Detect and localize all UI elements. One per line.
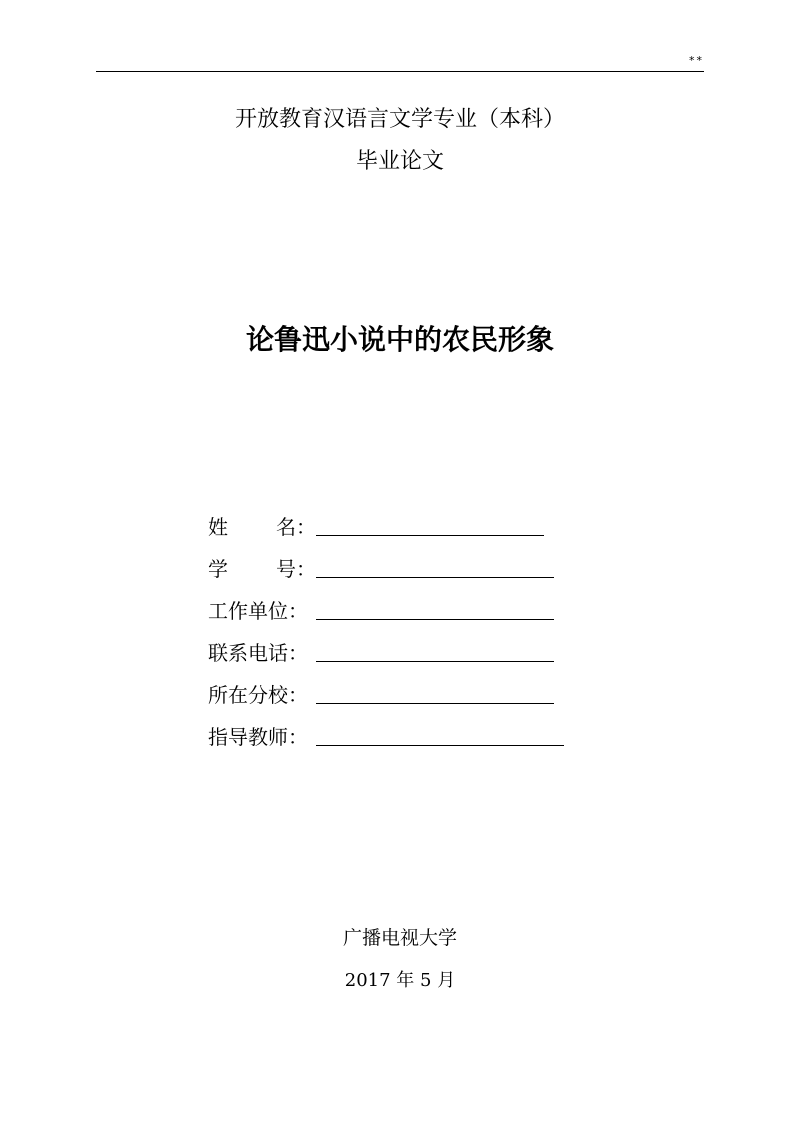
field-label-workplace (208, 596, 316, 626)
field-label-part: 名： (276, 515, 316, 539)
name-field[interactable] (316, 511, 544, 536)
field-label-name (208, 512, 316, 542)
field-label-part: 姓 (208, 515, 228, 539)
field-label-part: 所在分校： (208, 683, 308, 707)
student-id-field[interactable] (316, 553, 554, 578)
field-row-name (208, 500, 564, 542)
advisor-field[interactable] (316, 721, 564, 746)
field-label-advisor (208, 722, 316, 752)
branch-field[interactable] (316, 679, 554, 704)
phone-field[interactable] (316, 637, 554, 662)
field-row-branch (208, 668, 564, 710)
university-name: 广播电视大学 (342, 927, 457, 949)
field-label-phone (208, 638, 316, 668)
field-row-workplace (208, 584, 564, 626)
field-row-advisor (208, 710, 564, 752)
field-label-student-id (208, 554, 316, 584)
field-label-part: 工作单位： (208, 599, 308, 623)
header-rule (96, 71, 704, 72)
field-label-branch (208, 680, 316, 710)
header-mark: ** (689, 54, 704, 67)
field-label-part: 指导教师： (208, 725, 308, 749)
field-label-part: 号： (276, 557, 316, 581)
program-name: 开放教育汉语言文学专业（本科） (234, 107, 565, 132)
document-type: 毕业论文 (355, 149, 444, 174)
field-label-part: 学 (208, 557, 228, 581)
field-row-student-id (208, 542, 564, 584)
submission-date: 2017 年 5 月 (344, 970, 456, 991)
info-fields (208, 500, 564, 752)
field-row-phone (208, 626, 564, 668)
field-label-part: 联系电话： (208, 641, 308, 665)
thesis-title: 论鲁迅小说中的农民形象 (245, 323, 554, 356)
workplace-field[interactable] (316, 595, 554, 620)
